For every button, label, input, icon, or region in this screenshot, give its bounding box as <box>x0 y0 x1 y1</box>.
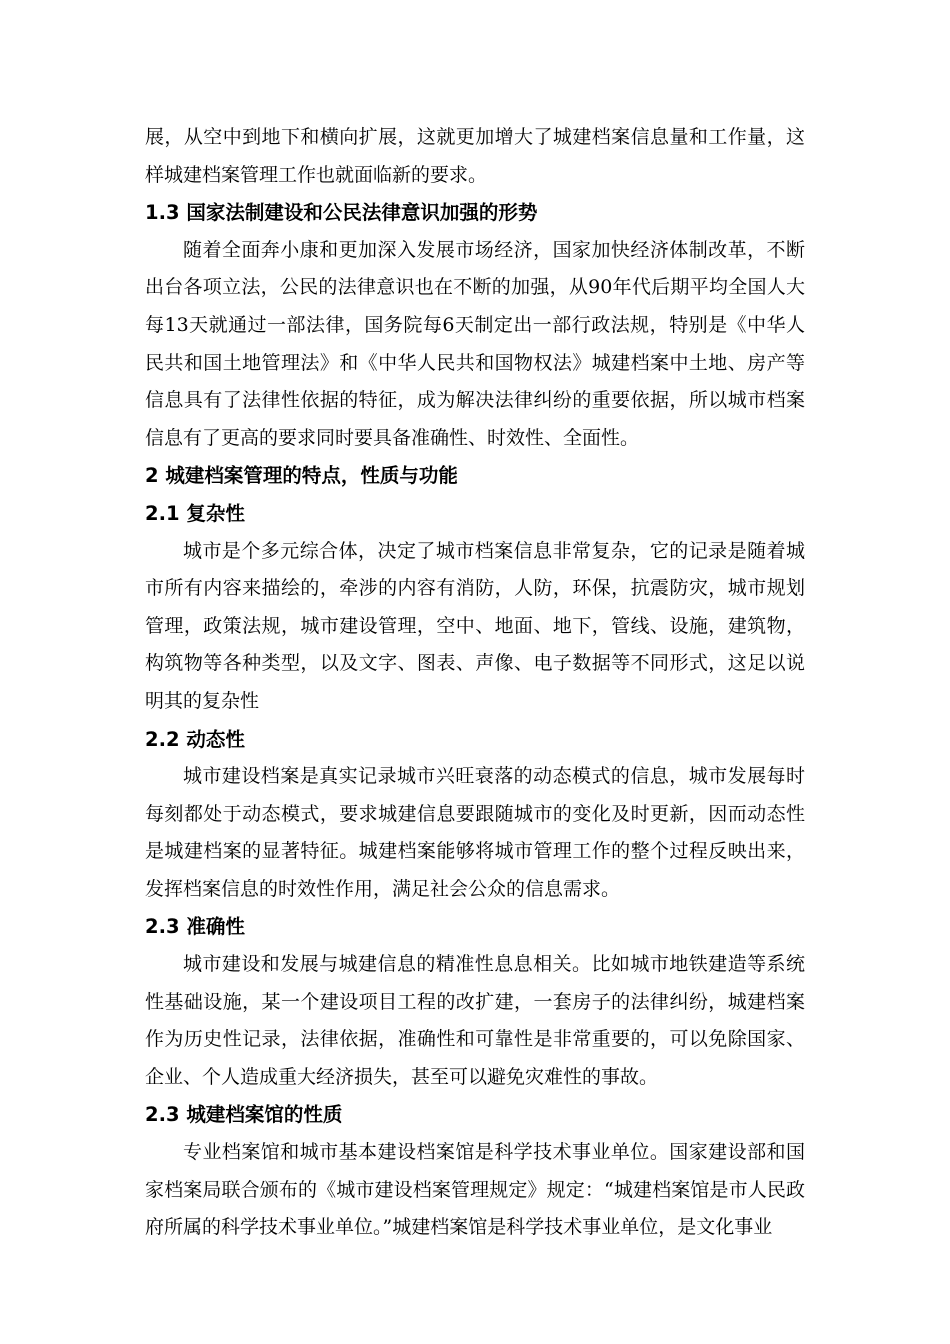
section-heading-2-2: 2.2 动态性 <box>145 727 245 751</box>
section-heading-1-3: 1.3 国家法制建设和公民法律意识加强的形势 <box>145 201 538 225</box>
paragraph-complexity: 城市是个多元综合体，决定了城市档案信息非常复杂，它的记录是随着城市所有内容来描绘的，牵涉的内容有消防，人防，环保，抗震防灾，城市规划管理，政策法规，城市建设管理，空中、地面、地下，管线、设施，建筑物，构筑物等各种类型，以及文字、图表、声像、电子数据等不同形式，这足以说明其的复杂性 <box>145 539 805 712</box>
document-body <box>145 119 805 1247</box>
section-heading-2-3-accuracy: 2.3 准确性 <box>145 915 245 939</box>
paragraph-accuracy: 城市建设和发展与城建信息的精准性息息相关。比如城市地铁建造等系统性基础设施，某一个建设项目工程的改扩建，一套房子的法律纠纷，城建档案作为历史性记录，法律依据，准确性和可靠性是非常重要的，可以免除国家、企业、个人造成重大经济损失，甚至可以避免灾难性的事故。 <box>145 953 805 1088</box>
paragraph-continuation: 展，从空中到地下和横向扩展，这就更加增大了城建档案信息量和工作量，这样城建档案管理工作也就面临新的要求。 <box>145 126 805 186</box>
section-heading-2: 2 城建档案管理的特点，性质与功能 <box>145 464 458 488</box>
paragraph-dynamic: 城市建设档案是真实记录城市兴旺衰落的动态模式的信息，城市发展每时每刻都处于动态模式，要求城建信息要跟随城市的变化及时更新，因而动态性是城建档案的显著特征。城建档案能够将城市管理工作的整个过程反映出来，发挥档案信息的时效性作用，满足社会公众的信息需求。 <box>145 765 805 900</box>
paragraph-legal-awareness: 随着全面奔小康和更加深入发展市场经济，国家加快经济体制改革，不断出台各项立法，公民的法律意识也在不断的加强，从90年代后期平均全国人大每13天就通过一部法律，国务院每6天制定出一部行政法规，特别是《中华人民共和国土地管理法》和《中华人民共和国物权法》城建档案中土地、房产等信息具有了法律性依据的特征，成为解决法律纠纷的重要依据，所以城市档案信息有了更高的要求同时要具备准确性、时效性、全面性。 <box>145 238 805 449</box>
section-heading-2-1: 2.1 复杂性 <box>145 501 245 525</box>
section-heading-2-3-nature: 2.3 城建档案馆的性质 <box>145 1103 343 1127</box>
paragraph-archive-nature: 专业档案馆和城市基本建设档案馆是科学技术事业单位。国家建设部和国家档案局联合颁布的《城市建设档案管理规定》规定：“城建档案馆是市人民政府所属的科学技术事业单位。”城建档案馆是科学技术事业单位，是文化事业 <box>145 1141 805 1239</box>
